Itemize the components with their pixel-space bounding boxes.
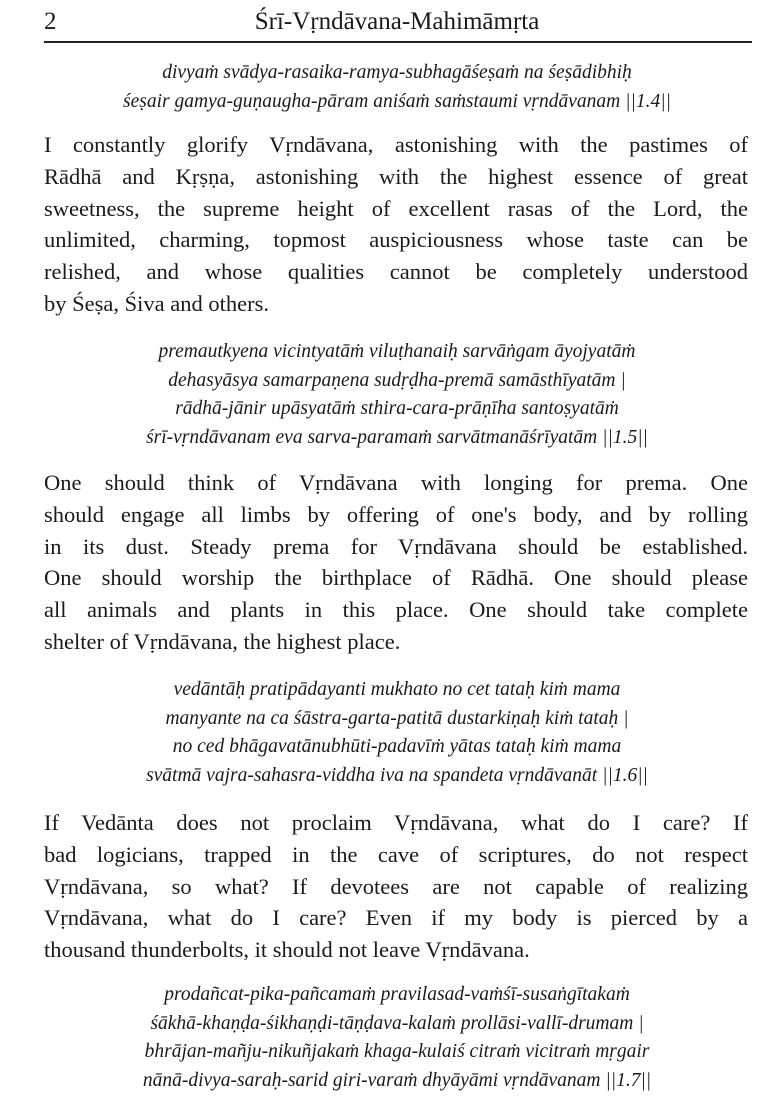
paragraph-line: Vṛndāvana, so what? If devotees are not capable of realizing: [44, 873, 748, 899]
page-number: 2: [44, 8, 57, 35]
paragraph-line: Vṛndāvana, what do I care? Even if my body is pierced by a: [44, 905, 748, 931]
paragraph-line: Rādhā and Kṛṣṇa, astonishing with the highest essence of great: [44, 163, 748, 189]
translation-paragraph: [44, 129, 748, 320]
paragraph-line: sweetness, the supreme height of excellent rasas of the Lord, the: [44, 195, 748, 221]
paragraph-line: all animals and plants in this place. One should take complete: [44, 597, 748, 623]
translation-paragraph: [44, 807, 748, 966]
paragraph-line: thousand thunderbolts, it should not leave Vṛndāvana.: [44, 937, 530, 963]
verse-line: svātmā vajra-sahasra-viddha iva na spandeta vṛndāvanāt ||1.6||: [146, 764, 648, 786]
verse-line: nānā-divya-saraḥ-sarid giri-varaṁ dhyāyāmi vṛndāvanam ||1.7||: [142, 1069, 652, 1091]
paragraph-line: I constantly glorify Vṛndāvana, astonishing with the pastimes of: [44, 132, 748, 157]
running-header: [44, 6, 750, 40]
verse-line: rādhā-jānir upāsyatāṁ sthira-cara-prāṇīha santoṣyatāṁ: [175, 398, 619, 419]
paragraph-line: One should think of Vṛndāvana with longing for prema. One: [44, 470, 748, 495]
verse-line: manyante na ca śāstra-garta-patitā dustarkiṇaḥ kiṁ tataḥ |: [165, 707, 629, 729]
paragraph-line: If Vedānta does not proclaim Vṛndāvana, what do I care? If: [44, 810, 748, 835]
paragraph-line: unlimited, charming, topmost auspiciousness whose taste can be: [44, 227, 748, 253]
paragraph-line: in its dust. Steady prema for Vṛndāvana should be established.: [44, 533, 748, 559]
verse-line: bhrājan-mañju-nikuñjakaṁ khaga-kulaiś citraṁ vicitraṁ mṛgair: [144, 1041, 650, 1062]
paragraph-line: bad logicians, trapped in the cave of scriptures, do not respect: [44, 841, 748, 867]
sanskrit-verse: [44, 676, 750, 790]
sanskrit-verse: [44, 59, 750, 116]
verse-line: śākhā-khaṇḍa-śikhaṇḍi-tāṇḍava-kalaṁ prollāsi-vallī-drumam |: [150, 1012, 644, 1034]
verse-line: premautkyena vicintyatāṁ viluṭhanaiḥ sarvāṅgam āyojyatāṁ: [158, 341, 636, 362]
verse-line: divyaṁ svādya-rasaika-ramya-subhagāśeṣaṁ na śeṣādibhiḥ: [162, 62, 632, 83]
book-title: Śrī-Vṛndāvana-Mahimāmṛta: [254, 8, 540, 35]
verse-line: vedāntāḥ pratipādayanti mukhato no cet tataḥ kiṁ mama: [173, 679, 621, 700]
paragraph-line: One should worship the birthplace of Rādhā. One should please: [44, 565, 748, 591]
header-rule: [44, 41, 752, 43]
verse-line: dehasyāsya samarpaṇena sudṛḍha-premā samāsthīyatām |: [168, 369, 626, 391]
paragraph-line: relished, and whose qualities cannot be completely understood: [44, 259, 748, 285]
paragraph-line: should engage all limbs by offering of one's body, and by rolling: [44, 501, 748, 527]
translation-paragraph: [44, 467, 748, 658]
sanskrit-verse: [44, 338, 750, 452]
verse-line: śrī-vṛndāvanam eva sarva-paramaṁ sarvātmanāśrīyatām ||1.5||: [146, 426, 648, 448]
sanskrit-verse: [44, 981, 750, 1095]
verse-line: śeṣair gamya-guṇaugha-pāram aniśaṁ saṁstaumi vṛndāvanam ||1.4||: [123, 90, 671, 112]
paragraph-line: shelter of Vṛndāvana, the highest place.: [44, 628, 401, 654]
paragraph-line: by Śeṣa, Śiva and others.: [44, 290, 269, 316]
verse-line: prodañcat-pika-pañcamaṁ pravilasad-vaṁśī-susaṅgītakaṁ: [164, 984, 630, 1005]
verse-line: no ced bhāgavatānubhūti-padavīṁ yātas tataḥ kiṁ mama: [172, 736, 622, 757]
